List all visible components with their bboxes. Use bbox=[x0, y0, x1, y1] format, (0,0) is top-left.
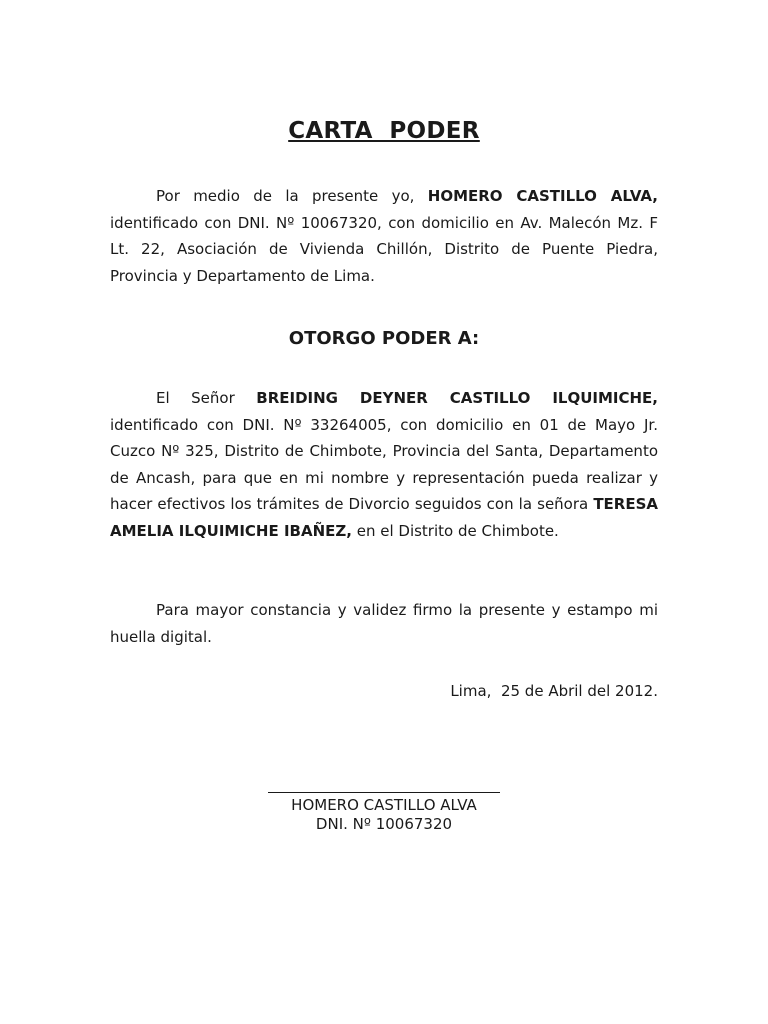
intro-rest: identificado con DNI. Nº 10067320, con domicilio en Av. Malecón Mz. F Lt. 22, Asociación de Vivienda Chillón, Distrito de Puente Piedra, Provincia y Departamento de Lima. bbox=[110, 213, 658, 285]
grant-heading: OTORGO PODER A: bbox=[288, 328, 480, 349]
closing-paragraph: Para mayor constancia y validez firmo la presente y estampo mi huella digital. bbox=[110, 601, 658, 646]
grant-paragraph bbox=[110, 385, 658, 545]
grant-end: en el Distrito de Chimbote. bbox=[351, 521, 559, 540]
spouse-name: TERESA AMELIA ILQUIMICHE IBAÑEZ, bbox=[110, 495, 658, 540]
signer-dni: DNI. Nº 10067320 bbox=[315, 815, 453, 833]
signature-block bbox=[110, 792, 658, 834]
intro-lead: Por medio de la presente yo, bbox=[156, 187, 428, 205]
grant-lead: El Señor bbox=[156, 389, 257, 407]
signer-name: HOMERO CASTILLO ALVA bbox=[291, 796, 477, 814]
document-date: Lima, 25 de Abril del 2012. bbox=[450, 682, 658, 700]
document-page bbox=[110, 0, 658, 1024]
intro-paragraph bbox=[110, 183, 658, 289]
grant-middle: identificado con DNI. Nº 33264005, con domicilio en 01 de Mayo Jr. Cuzco Nº 325, Distrito de Chimbote, Provincia del Santa, Departamento de Ancash, para que en mi nombre y representación pueda realizar y hacer efectivos los trámites de Divorcio seguidos con la señora bbox=[110, 415, 658, 514]
document-title: CARTA PODER bbox=[288, 118, 480, 144]
grantor-name: HOMERO CASTILLO ALVA, bbox=[427, 187, 658, 205]
signature-line bbox=[268, 792, 500, 793]
agent-name: BREIDING DEYNER CASTILLO ILQUIMICHE, bbox=[256, 389, 658, 407]
